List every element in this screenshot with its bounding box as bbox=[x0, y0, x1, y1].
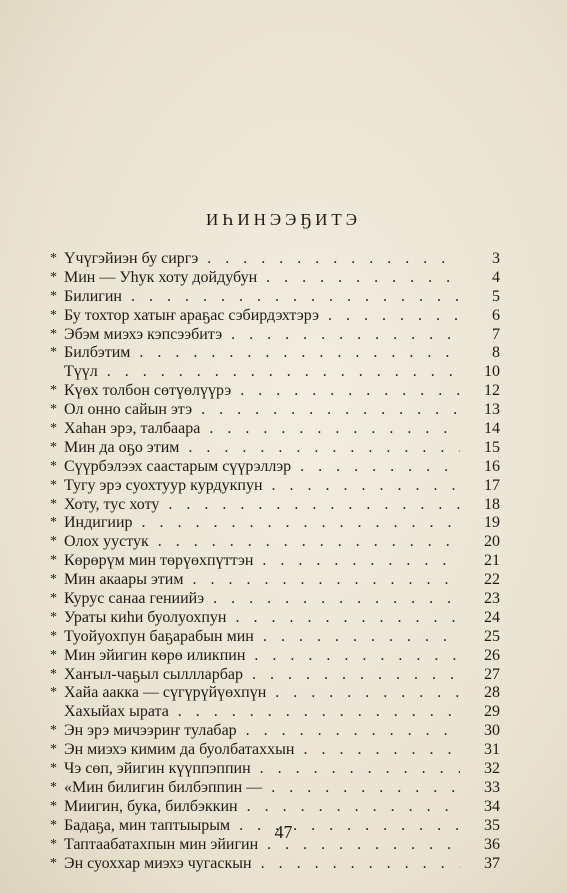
toc-entry bbox=[50, 684, 500, 703]
entry-page-number: 21 bbox=[484, 552, 500, 570]
entry-title: Чэ сөп, эйигин күүппэппин . . . bbox=[64, 760, 460, 779]
toc-entry bbox=[50, 703, 500, 722]
entry-title: Туойуохпун баҕарабын мин . . . bbox=[64, 628, 460, 647]
entry-title: Олох уустук . . . bbox=[64, 533, 460, 552]
entry-mark: * bbox=[50, 591, 57, 607]
contents-heading: ИҺИНЭЭҔИТЭ bbox=[206, 210, 361, 229]
toc-entry bbox=[50, 647, 500, 666]
entry-page-number: 6 bbox=[492, 306, 500, 324]
entry-mark: * bbox=[50, 666, 57, 682]
entry-mark: * bbox=[50, 836, 57, 852]
entry-title: Билигин . . . bbox=[64, 288, 460, 307]
entry-title: Таптаабатахпын мин эйигин . . . bbox=[64, 836, 460, 855]
toc-entry bbox=[50, 250, 500, 269]
entry-page-number: 15 bbox=[484, 438, 500, 456]
entry-page-number: 36 bbox=[484, 835, 500, 853]
entry-title: Үчүгэйиэн бу сиргэ . . . bbox=[64, 250, 460, 269]
entry-mark: * bbox=[50, 855, 57, 871]
entry-title: Миигин, бука, билбэккин . . . bbox=[64, 798, 460, 817]
entry-title: Курус санаа гениийэ . . . bbox=[64, 590, 460, 609]
entry-page-number: 37 bbox=[484, 854, 500, 872]
entry-page-number: 3 bbox=[492, 250, 500, 267]
entry-mark: * bbox=[50, 383, 57, 399]
toc-entry bbox=[50, 552, 500, 571]
entry-mark: * bbox=[50, 647, 57, 663]
entry-mark: * bbox=[50, 609, 57, 625]
entry-page-number: 26 bbox=[484, 646, 500, 664]
toc-entry bbox=[50, 326, 500, 345]
toc-entry bbox=[50, 477, 500, 496]
entry-mark: * bbox=[50, 628, 57, 644]
entry-title: Хаҥыл-чаҕыл сыллларбар . . . bbox=[64, 666, 460, 685]
entry-page-number: 32 bbox=[484, 760, 500, 778]
entry-title: Түүл . . . bbox=[64, 363, 460, 382]
entry-title: Билбэтим . . . bbox=[64, 344, 460, 363]
entry-mark: * bbox=[50, 496, 57, 512]
toc-entry bbox=[50, 382, 500, 401]
entry-mark: * bbox=[50, 288, 57, 304]
entry-mark: * bbox=[50, 572, 57, 588]
toc-entry bbox=[50, 741, 500, 760]
entry-title: Мин — Уһук хоту дойдубун . . . bbox=[64, 269, 460, 288]
entry-mark: * bbox=[50, 402, 57, 418]
toc-entry bbox=[50, 855, 500, 874]
toc-entry bbox=[50, 533, 500, 552]
toc-entry bbox=[50, 779, 500, 798]
entry-mark: * bbox=[50, 439, 57, 455]
toc-entry bbox=[50, 420, 500, 439]
entry-page-number: 27 bbox=[484, 665, 500, 683]
entry-mark: * bbox=[50, 458, 57, 474]
entry-mark: * bbox=[50, 421, 57, 437]
entry-page-number: 8 bbox=[492, 344, 500, 362]
entry-page-number: 4 bbox=[492, 268, 500, 286]
entry-page-number: 7 bbox=[492, 325, 500, 343]
entry-page-number: 29 bbox=[484, 703, 500, 721]
entry-page-number: 10 bbox=[484, 363, 500, 381]
entry-mark: * bbox=[50, 742, 57, 758]
entry-title: Хахыйах ырата . . . bbox=[64, 703, 460, 722]
entry-title: Көрөрүм мин төрүөхпүттэн . . . bbox=[64, 552, 460, 571]
toc-entry bbox=[50, 609, 500, 628]
toc-entry bbox=[50, 288, 500, 307]
entry-title: Мин эйигин көрө иликпин . . . bbox=[64, 647, 460, 666]
entry-mark: * bbox=[50, 326, 57, 342]
entry-page-number: 5 bbox=[492, 287, 500, 305]
toc-entry bbox=[50, 344, 500, 363]
entry-title: Эн миэхэ кимим да буолбатаххын . . . bbox=[64, 741, 460, 760]
entry-title: Мин да оҕо этим . . . bbox=[64, 439, 460, 458]
entry-mark: * bbox=[50, 269, 57, 285]
entry-title: Сүүрбэлээх саастарым сүүрэллэр . . . bbox=[64, 458, 460, 477]
entry-mark: * bbox=[50, 515, 57, 531]
page-number: 47 bbox=[274, 822, 293, 842]
entry-mark: * bbox=[50, 477, 57, 493]
entry-page-number: 17 bbox=[484, 476, 500, 494]
entry-page-number: 12 bbox=[484, 382, 500, 400]
entry-mark: * bbox=[50, 723, 57, 739]
entry-mark: * bbox=[50, 779, 57, 795]
entry-page-number: 34 bbox=[484, 797, 500, 815]
entry-mark: * bbox=[50, 553, 57, 569]
entry-title: Индигиир . . . bbox=[64, 514, 460, 533]
entry-mark: * bbox=[50, 307, 57, 323]
toc-entry bbox=[50, 363, 500, 382]
toc-entry bbox=[50, 760, 500, 779]
entry-title: Мин акаары этим . . . bbox=[64, 571, 460, 590]
toc-entry bbox=[50, 590, 500, 609]
entry-mark: * bbox=[50, 817, 57, 833]
toc-entry bbox=[50, 307, 500, 326]
entry-page-number: 20 bbox=[484, 533, 500, 551]
entry-page-number: 22 bbox=[484, 571, 500, 589]
entry-title: Ураты киһи буолуохпун . . . bbox=[64, 609, 460, 628]
entry-page-number: 16 bbox=[484, 457, 500, 475]
toc-entry bbox=[50, 798, 500, 817]
entry-page-number: 30 bbox=[484, 722, 500, 740]
entry-mark: * bbox=[50, 685, 57, 701]
entry-page-number: 33 bbox=[484, 778, 500, 796]
entry-title: Күөх толбон сөтүөлүүрэ . . . bbox=[64, 382, 460, 401]
entry-mark: * bbox=[50, 534, 57, 550]
toc-entry bbox=[50, 514, 500, 533]
entry-page-number: 23 bbox=[484, 590, 500, 608]
entry-page-number: 13 bbox=[484, 401, 500, 419]
entry-title: Ол онно сайын этэ . . . bbox=[64, 401, 460, 420]
entry-mark: * bbox=[50, 345, 57, 361]
entry-title: Хоту, тус хоту . . . bbox=[64, 496, 460, 515]
entry-page-number: 18 bbox=[484, 495, 500, 513]
entry-title: Бу тохтор хатыҥ араҕас сэбирдэхтэрэ . . . bbox=[64, 307, 460, 326]
entry-title: Эбэм миэхэ кэпсээбитэ . . . bbox=[64, 326, 460, 345]
entry-mark: * bbox=[50, 761, 57, 777]
toc-entry bbox=[50, 401, 500, 420]
entry-page-number: 28 bbox=[484, 684, 500, 702]
toc-entry bbox=[50, 458, 500, 477]
entry-title: Эн эрэ мичээриҥ тулабар . . . bbox=[64, 722, 460, 741]
entry-page-number: 31 bbox=[484, 741, 500, 759]
entry-title: «Мин билигин билбэппин — . . . bbox=[64, 779, 460, 798]
toc-entry bbox=[50, 439, 500, 458]
entry-title: Бадаҕа, мин таптыырым . . . bbox=[64, 817, 460, 836]
toc-entry bbox=[50, 269, 500, 288]
entry-title: Эн суоххар миэхэ чугаскын . . . bbox=[64, 855, 460, 874]
entry-page-number: 25 bbox=[484, 627, 500, 645]
entry-page-number: 19 bbox=[484, 514, 500, 532]
entry-page-number: 24 bbox=[484, 608, 500, 626]
entry-title: Хайа аакка — сүгүрүйүөхпүн . . . bbox=[64, 684, 460, 703]
entry-page-number: 14 bbox=[484, 420, 500, 438]
entry-page-number: 35 bbox=[484, 816, 500, 834]
table-of-contents bbox=[50, 250, 500, 873]
toc-entry bbox=[50, 666, 500, 685]
entry-mark: * bbox=[50, 251, 57, 266]
toc-entry bbox=[50, 496, 500, 515]
toc-entry bbox=[50, 722, 500, 741]
entry-title: Тугу эрэ суохтуур курдукпун . . . bbox=[64, 477, 460, 496]
entry-title: Хаһан эрэ, талбаара . . . bbox=[64, 420, 460, 439]
toc-entry bbox=[50, 628, 500, 647]
toc-entry bbox=[50, 571, 500, 590]
entry-mark: * bbox=[50, 798, 57, 814]
